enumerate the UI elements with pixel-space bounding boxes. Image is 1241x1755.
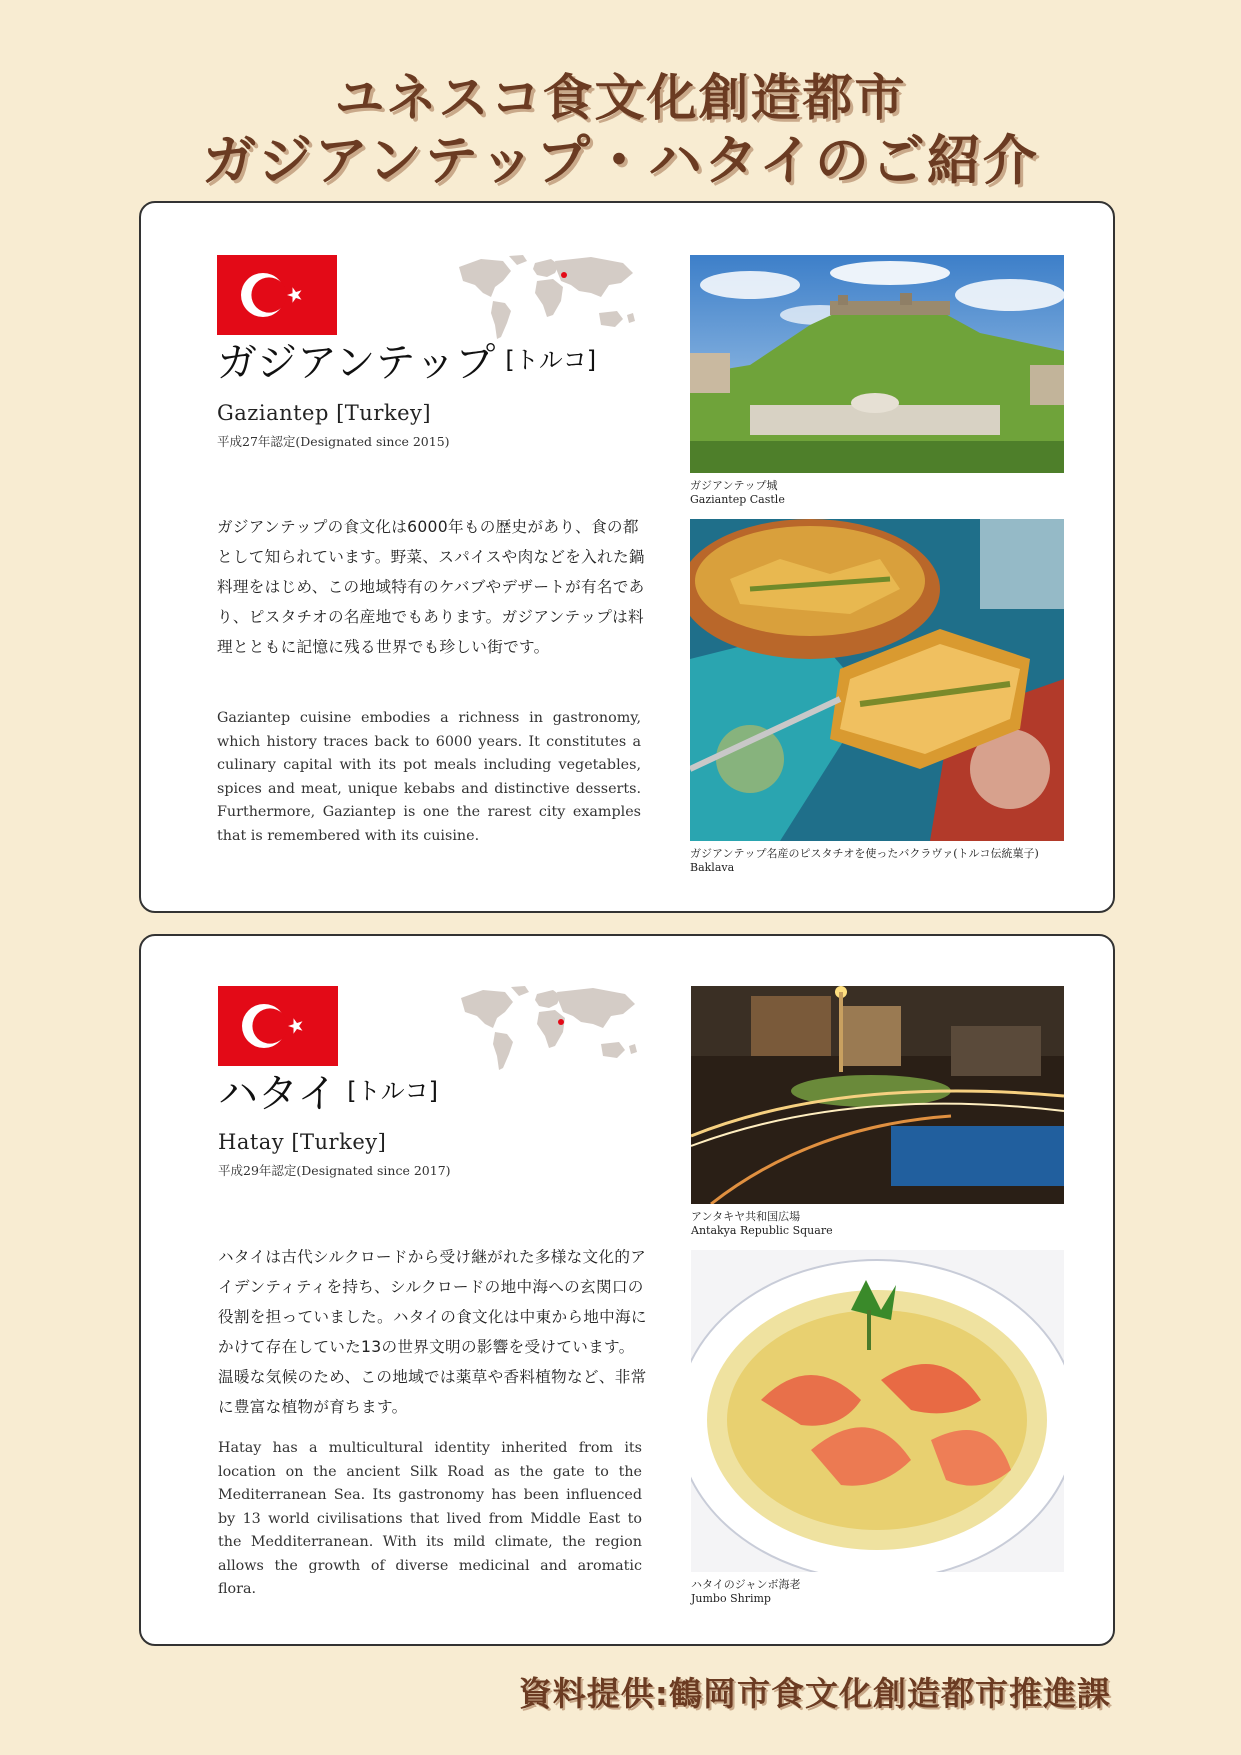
- caption-en: Baklava: [690, 861, 735, 874]
- caption-ja: アンタキヤ共和国広場: [691, 1210, 801, 1223]
- country-name-ja: [トルコ]: [505, 346, 597, 374]
- photo-jumbo-shrimp: [691, 1250, 1064, 1572]
- page-title-line2: ガジアンテップ・ハタイのご紹介: [202, 129, 1039, 192]
- city-name: [217, 331, 596, 388]
- photo-caption: [691, 1578, 801, 1606]
- city-name-ja: ガジアンテップ: [217, 340, 496, 386]
- photo-baklava: [690, 519, 1064, 841]
- description-ja: ガジアンテップの食文化は6000年もの歴史があり、食の都として知られています。野菜、スパイスや肉などを入れた鍋料理をはじめ、この地域特有のケバブやデザートが有名であり、ピスタチオの名産地でもあります。ガジアンテップは料理とともに記憶に残る世界でも珍しい街です。: [217, 518, 645, 656]
- designation-note: 平成29年認定(Designated since 2017): [218, 1163, 451, 1178]
- world-map-icon: [453, 984, 643, 1076]
- description-en: Gaziantep cuisine embodies a richness in gastronomy, which history traces back to 6000 years. It constitutes a culinary capital with its pot meals including vegetables, spices and meat, unique kebabs and distinctive desserts. Furthermore, Gaziantep is one the rarest city examples that is remembered with its cuisine.: [217, 710, 641, 844]
- designation-note: 平成27年認定(Designated since 2015): [217, 434, 450, 449]
- caption-ja: ガジアンテップ名産のピスタチオを使ったバクラヴァ(トルコ伝統菓子): [690, 847, 1039, 860]
- photo-caption: [691, 1210, 833, 1238]
- caption-ja: ガジアンテップ城: [690, 479, 778, 492]
- city-name-ja: ハタイ: [218, 1071, 338, 1117]
- description-en: Hatay has a multicultural identity inherited from its location on the ancient Silk Road as the gate to the Mediterranean Sea. Its gastronomy has been influenced by 13 world civilisations that lived from Middle East to the Medditerranean. With its mild climate, the region allows the growth of diverse medicinal and aromatic flora.: [218, 1440, 642, 1597]
- photo-caption: [690, 479, 785, 507]
- city-name: [218, 1062, 438, 1119]
- caption-en: Jumbo Shrimp: [691, 1592, 771, 1605]
- city-card-gaziantep: [139, 201, 1115, 913]
- photo-caption: [690, 847, 1039, 875]
- city-card-hatay: [139, 934, 1115, 1646]
- footer-credit: 資料提供:鶴岡市食文化創造都市推進課: [518, 1674, 1111, 1713]
- photo-gaziantep-castle: [690, 255, 1064, 473]
- turkey-flag-icon: [217, 255, 337, 335]
- turkey-flag-icon: [218, 986, 338, 1066]
- country-name-ja: [トルコ]: [347, 1077, 438, 1105]
- description-ja: ハタイは古代シルクロードから受け継がれた多様な文化的アイデンティティを持ち、シルクロードの地中海への玄関口の役割を担っていました。ハタイの食文化は中東から地中海にかけて存在していた13の世界文明の影響を受けています。温暖な気候のため、この地域では薬草や香料植物など、非常に豊富な植物が育ちます。: [218, 1248, 647, 1416]
- city-name-en: Hatay [Turkey]: [218, 1130, 387, 1154]
- caption-ja: ハタイのジャンボ海老: [691, 1578, 801, 1591]
- photo-antakya-square: [691, 986, 1064, 1204]
- caption-en: Antakya Republic Square: [691, 1224, 833, 1237]
- caption-en: Gaziantep Castle: [690, 493, 785, 506]
- city-name-en: Gaziantep [Turkey]: [217, 401, 432, 425]
- page-title-line1: ユネスコ食文化創造都市: [334, 69, 907, 127]
